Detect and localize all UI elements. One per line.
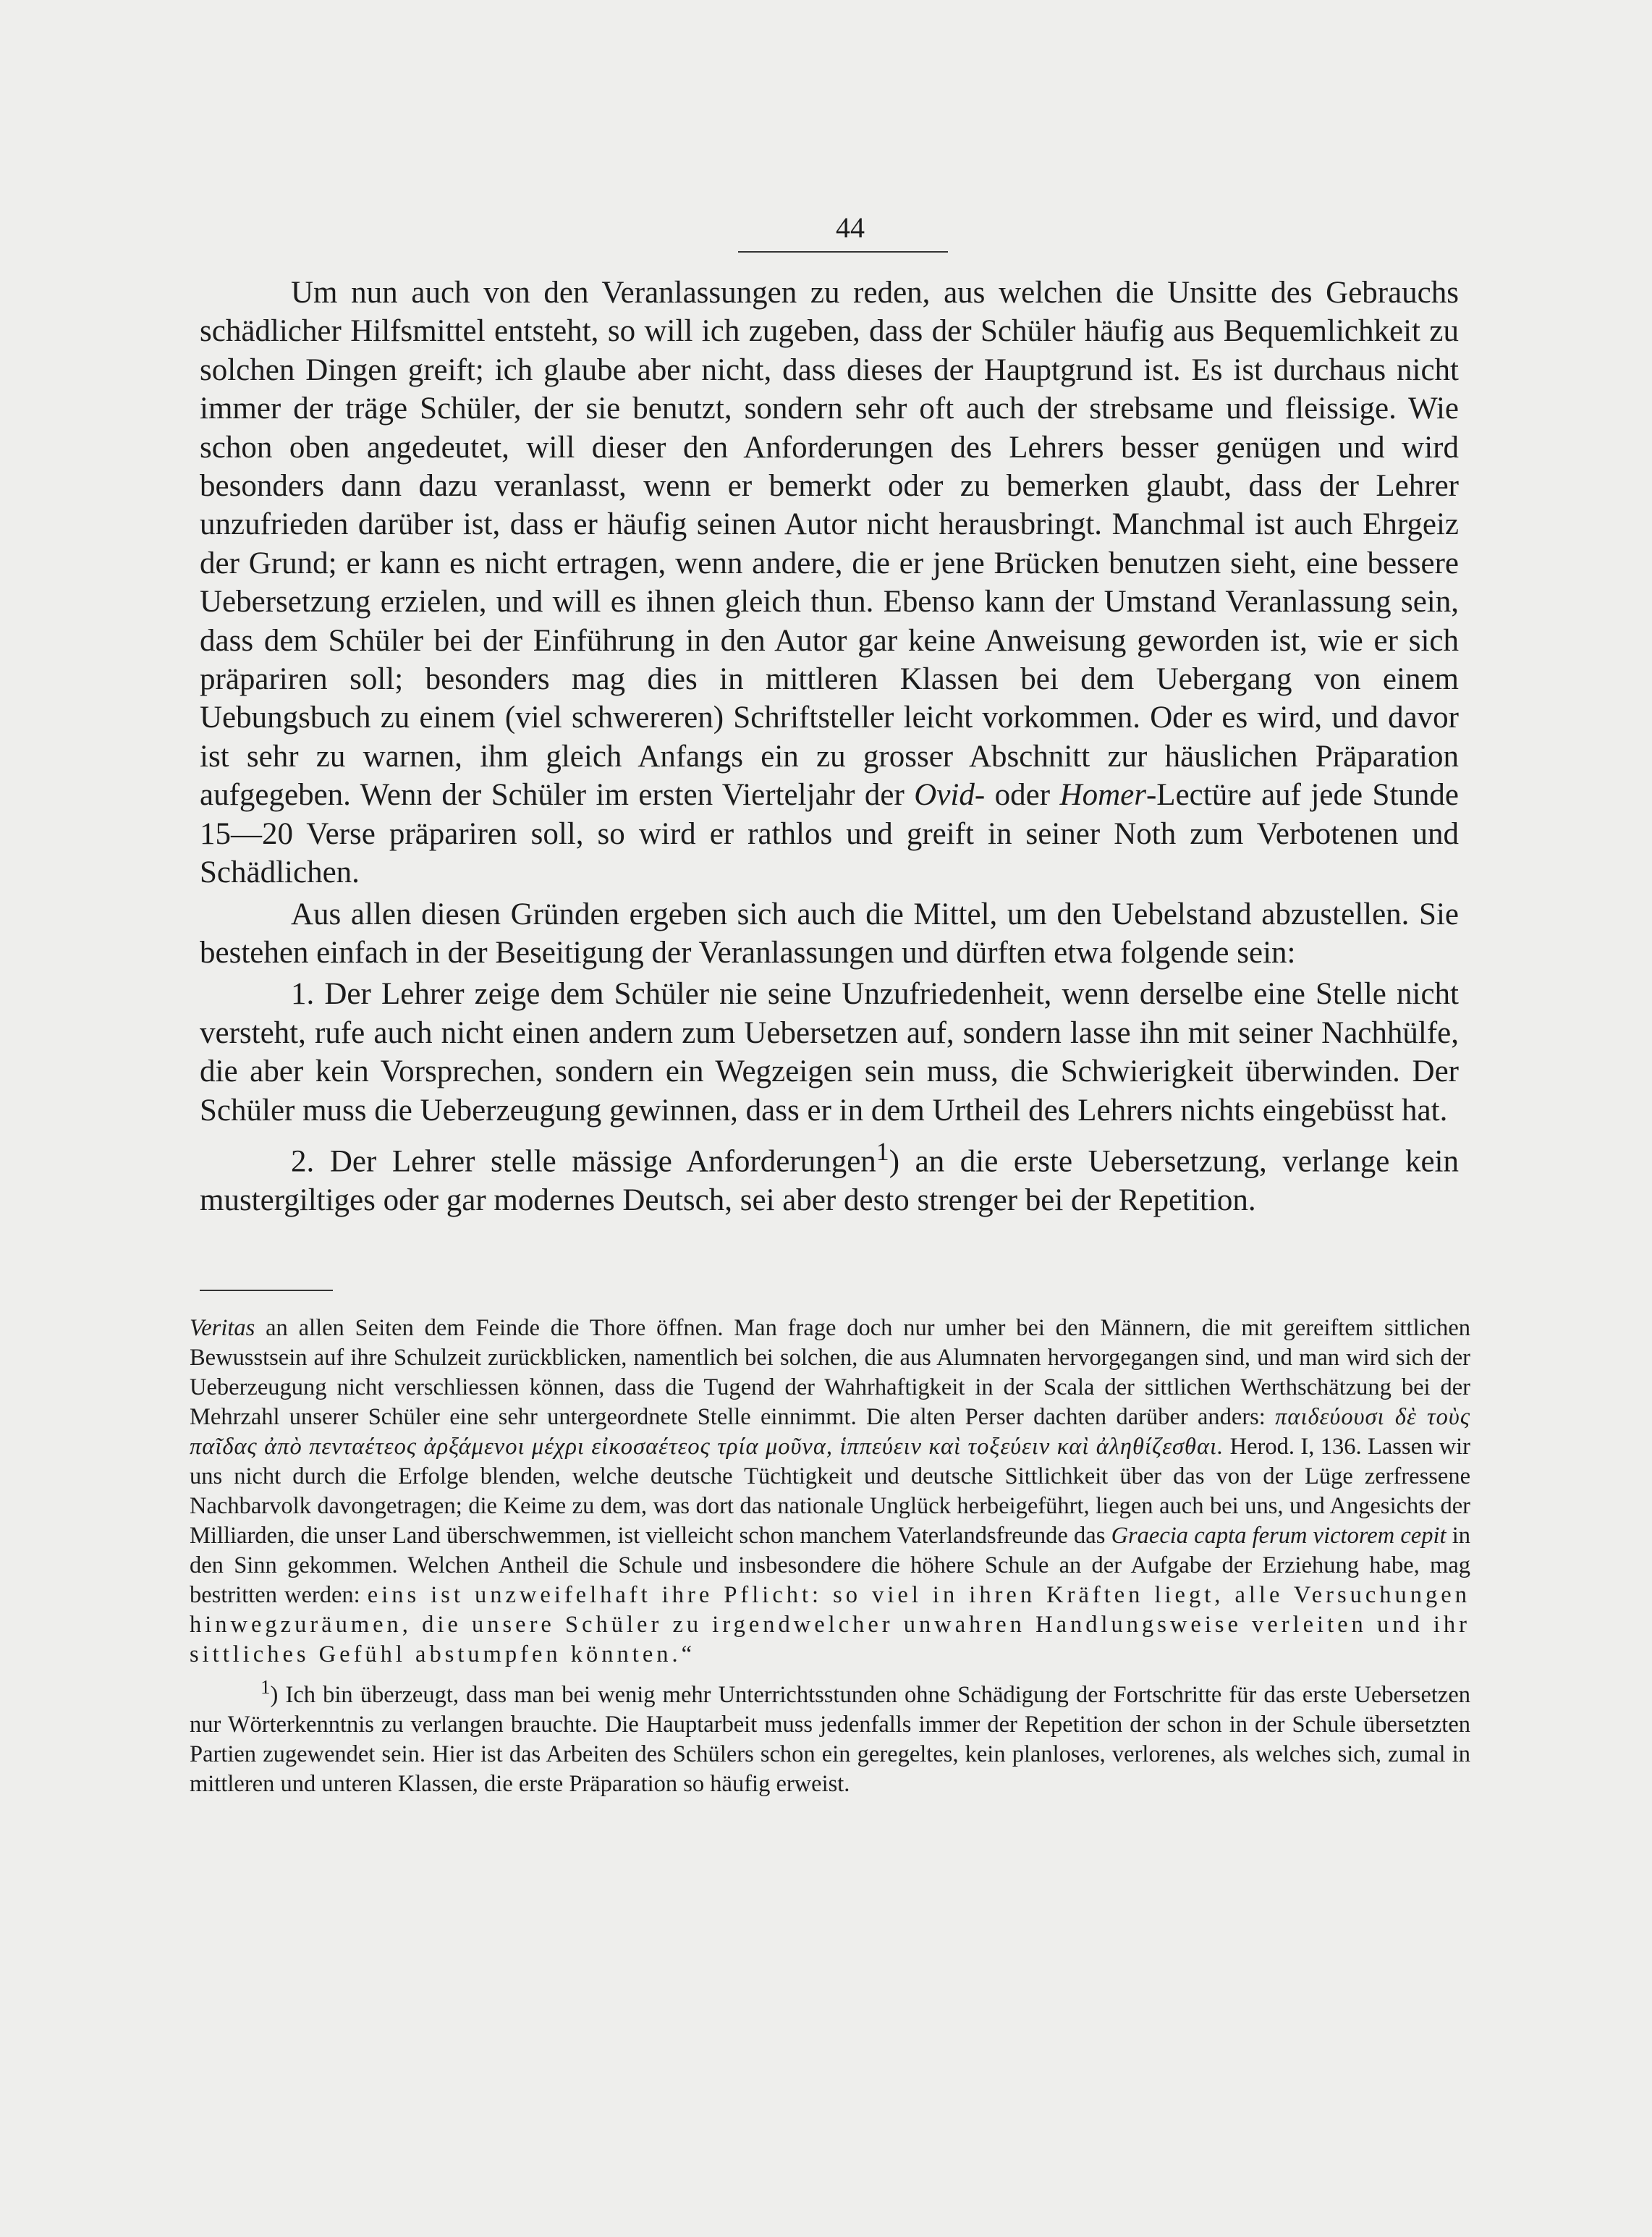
page-number-rule	[738, 251, 948, 253]
greek-quotation: παιδεύουσι δὲ τοὺς παῖδας ἀπὸ πενταέτεος ἀρξάμενοι μέχρι εἰκοσαέτεος τρία μοῦνα, ἱππεύειν καὶ τοξεύειν καὶ ἀληθίζεσθαι.	[190, 1404, 1471, 1460]
footnote-1: $^1$) Ich bin überzeugt, dass man bei wenig mehr Unterrichtsstunden ohne Schädigung der Fortschritte für das erste Uebersetzen nur Wörterkenntnis zu verlangen brauchte. Die Hauptarbeit muss jedenfalls immer der Repetition der schon in der Schule übersetzten Partien zugewendet sein. Hier ist das Arbeiten des Schülers schon ein geregeltes, kein planloses, verlorenes, als welches sich, zumal in mittleren und unteren Klassen, die erste Präparation so häufig erweist.	[190, 1676, 1470, 1797]
main-text	[200, 274, 1459, 1219]
list-item-2: 2. Der Lehrer stelle mässige Anforderungen$^1$) an die erste Uebersetzung, verlange kein mustergiltiges oder gar modernes Deutsch, sei aber desto strenger bei der Repetition.	[200, 1136, 1459, 1217]
footnote-marker: 1	[876, 1136, 889, 1166]
footnote-rule	[200, 1290, 333, 1291]
paragraph-causes: Um nun auch von den Veranlassungen zu reden, aus welchen die Unsitte des Gebrauchs schädlicher Hilfsmittel entsteht, so will ich zugeben, dass der Schüler häufig aus Bequemlichkeit zu solchen Dingen greift; ich glaube aber nicht, dass dieses der Hauptgrund ist. Es ist durchaus nicht immer der träge Schüler, der sie benutzt, sondern sehr oft auch der strebsame und fleissige. Wie schon oben angedeutet, will dieser den Anforderungen des Lehrers besser genügen und wird besonders dann dazu veranlasst, wenn er bemerkt oder zu bemerken glaubt, dass der Lehrer unzufrieden darüber ist, dass er häufig seinen Autor nicht herausbringt. Manchmal ist auch Ehrgeiz der Grund; er kann es nicht ertragen, wenn andere, die er jene Brücken benutzen sieht, eine bessere Uebersetzung erzielen, und will es ihnen gleich thun. Ebenso kann der Umstand Veranlassung sein, dass dem Schüler bei der Einführung in den Autor gar keine Anweisung geworden ist, wie er sich präpariren soll; besonders mag dies in mittleren Klassen bei dem Uebergang von einem Uebungsbuch zu einem (viel schwereren) Schriftsteller leicht vorkommen. Oder es wird, und davor ist sehr zu warnen, ihm gleich Anfangs ein zu grosser Abschnitt zur häuslichen Präparation aufgegeben. Wenn der Schüler im ersten Vierteljahr der Ovid- oder Homer-Lectüre auf jede Stunde 15—20 Verse präpariren soll, so wird er rathlos und greift in seiner Noth zum Verbotenen und Schädlichen.	[200, 276, 1459, 890]
footnotes	[190, 1314, 1470, 1799]
list-item-1: 1. Der Lehrer zeige dem Schüler nie seine Unzufriedenheit, wenn derselbe eine Stelle nicht versteht, rufe auch nicht einen andern zum Uebersetzen auf, sondern lasse ihn mit seiner Nachhülfe, die aber kein Vorsprechen, sondern ein Wegzeigen sein muss, die Schwierigkeit überwinden. Der Schüler muss die Ueberzeugung gewinnen, dass er in dem Urtheil des Lehrers nichts eingebüsst hat.	[200, 977, 1459, 1128]
page-number: 44	[836, 211, 865, 244]
paragraph-remedies: Aus allen diesen Gründen ergeben sich auch die Mittel, um den Uebelstand abzustellen. Sie bestehen einfach in der Beseitigung der Veranlassungen und dürften etwa folgende sein:	[200, 897, 1459, 970]
spaced-emphasis: eins ist unzweifelhaft ihre Pflicht: so viel in ihren Kräften liegt, alle Versuchungen hinwegzuräumen, die unsere Schüler zu irgendwelcher unwahren Handlungsweise verleiten und ihr sittliches Gefühl abstumpfen könnten.	[190, 1582, 1470, 1667]
footnote-continuation: Veritas an allen Seiten dem Feinde die Thore öffnen. Man frage doch nur umher bei den Männern, die mit gereiftem sittlichen Bewusstsein auf ihre Schulzeit zurückblicken, namentlich bei solchen, die aus Alumnaten hervorgegangen sind, und man wird sich der Ueberzeugung nicht verschliessen können, dass die Tugend der Wahrhaftigkeit in der Scala der sittlichen Werthschätzung bei der Mehrzahl unserer Schüler eine sehr untergeordnete Stelle einnimmt. Die alten Perser dachten darüber anders: παιδεύουσι δὲ τοὺς παῖδας ἀπὸ πενταέτεος ἀρξάμενοι μέχρι εἰκοσαέτεος τρία μοῦνα, ἱππεύειν καὶ τοξεύειν καὶ ἀληθίζεσθαι. Herod. I, 136. Lassen wir uns nicht durch die Erfolge blenden, welche deutsche Tüchtigkeit und deutsche Sittlichkeit über das von der Lüge zerfressene Nachbarvolk davongetragen; die Keime zu dem, was dort das nationale Unglück herbeigeführt, liegen auch bei uns, und Angesichts der Milliarden, die unser Land überschwemmen, ist vielleicht schon manchem Vaterlandsfreunde das Graecia capta ferum victorem cepit in den Sinn gekommen. Welchen Antheil die Schule und insbesondere die höhere Schule an der Aufgabe der Erziehung habe, mag bestritten werden: eins ist unzweifelhaft ihre Pflicht: so viel in ihren Kräften liegt, alle Versuchungen hinwegzuräumen, die unsere Schüler zu irgendwelcher unwahren Handlungsweise verleiten und ihr sittliches Gefühl abstumpfen könnten.“	[190, 1315, 1471, 1667]
